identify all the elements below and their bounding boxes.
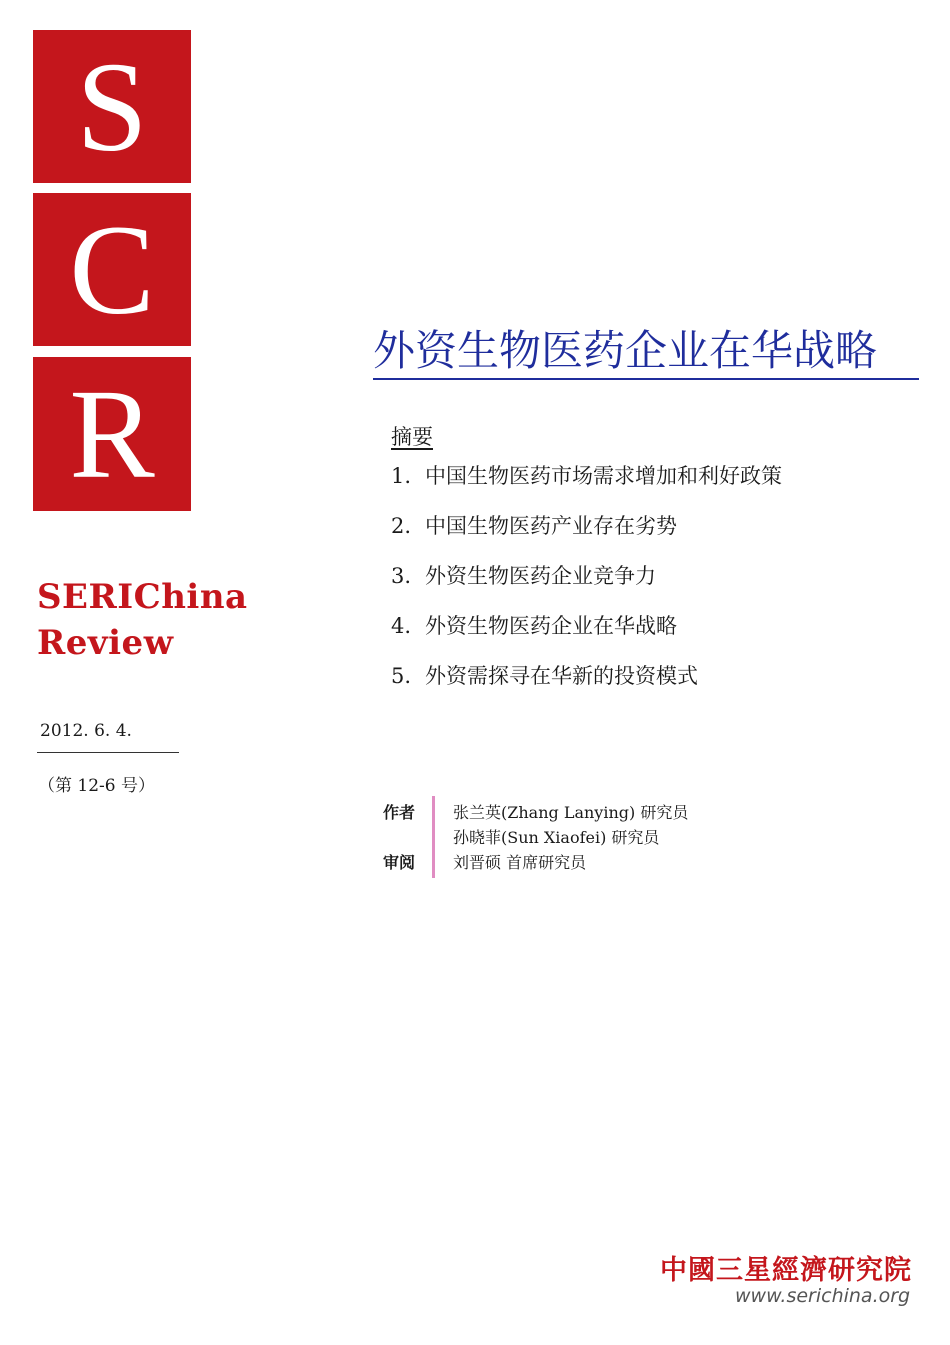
logo-letter-c: C — [69, 198, 155, 341]
abstract-item — [391, 512, 677, 540]
abstract-item-text: 外资需探寻在华新的投资模式 — [425, 664, 698, 688]
abstract-item — [391, 562, 656, 590]
abstract-item — [391, 612, 677, 640]
logo-block-r — [33, 357, 191, 511]
reviewer-label: 审阅 — [383, 853, 416, 872]
abstract-item-number: 2. — [391, 514, 412, 538]
abstract-item-number: 5. — [391, 664, 412, 688]
footer-org-name: 中國三星經濟研究院 — [660, 1255, 912, 1286]
abstract-item-number: 4. — [391, 614, 412, 638]
logo-letter-s: S — [76, 35, 148, 178]
date-divider — [37, 752, 179, 753]
brand-name-line2: Review — [37, 623, 174, 663]
author-label: 作者 — [383, 803, 416, 822]
abstract-heading: 摘要 — [391, 425, 433, 449]
brand-name-line1: SERIChina — [37, 577, 248, 617]
abstract-item-text: 外资生物医药企业在华战略 — [425, 614, 677, 638]
logo-block-s — [33, 30, 191, 183]
abstract-item-number: 3. — [391, 564, 412, 588]
logo-letter-r: R — [69, 363, 155, 505]
reviewer-name: 刘晋硕 首席研究员 — [453, 853, 587, 872]
issue-number: （第 12-6 号） — [38, 776, 155, 796]
abstract-item-number: 1. — [391, 464, 412, 488]
logo-block-c — [33, 193, 191, 346]
footer-url[interactable]: www.serichina.org — [735, 1285, 911, 1307]
author-divider — [432, 796, 435, 878]
report-title: 外资生物医药企业在华战略 — [373, 326, 919, 380]
author-2: 孙晓菲(Sun Xiaofei) 研究员 — [453, 828, 660, 847]
abstract-item — [391, 462, 782, 490]
abstract-item — [391, 662, 698, 690]
abstract-item-text: 中国生物医药产业存在劣势 — [425, 514, 677, 538]
author-1: 张兰英(Zhang Lanying) 研究员 — [453, 803, 689, 822]
abstract-item-text: 中国生物医药市场需求增加和利好政策 — [425, 464, 782, 488]
publication-date: 2012. 6. 4. — [40, 721, 132, 741]
abstract-item-text: 外资生物医药企业竞争力 — [425, 564, 656, 588]
